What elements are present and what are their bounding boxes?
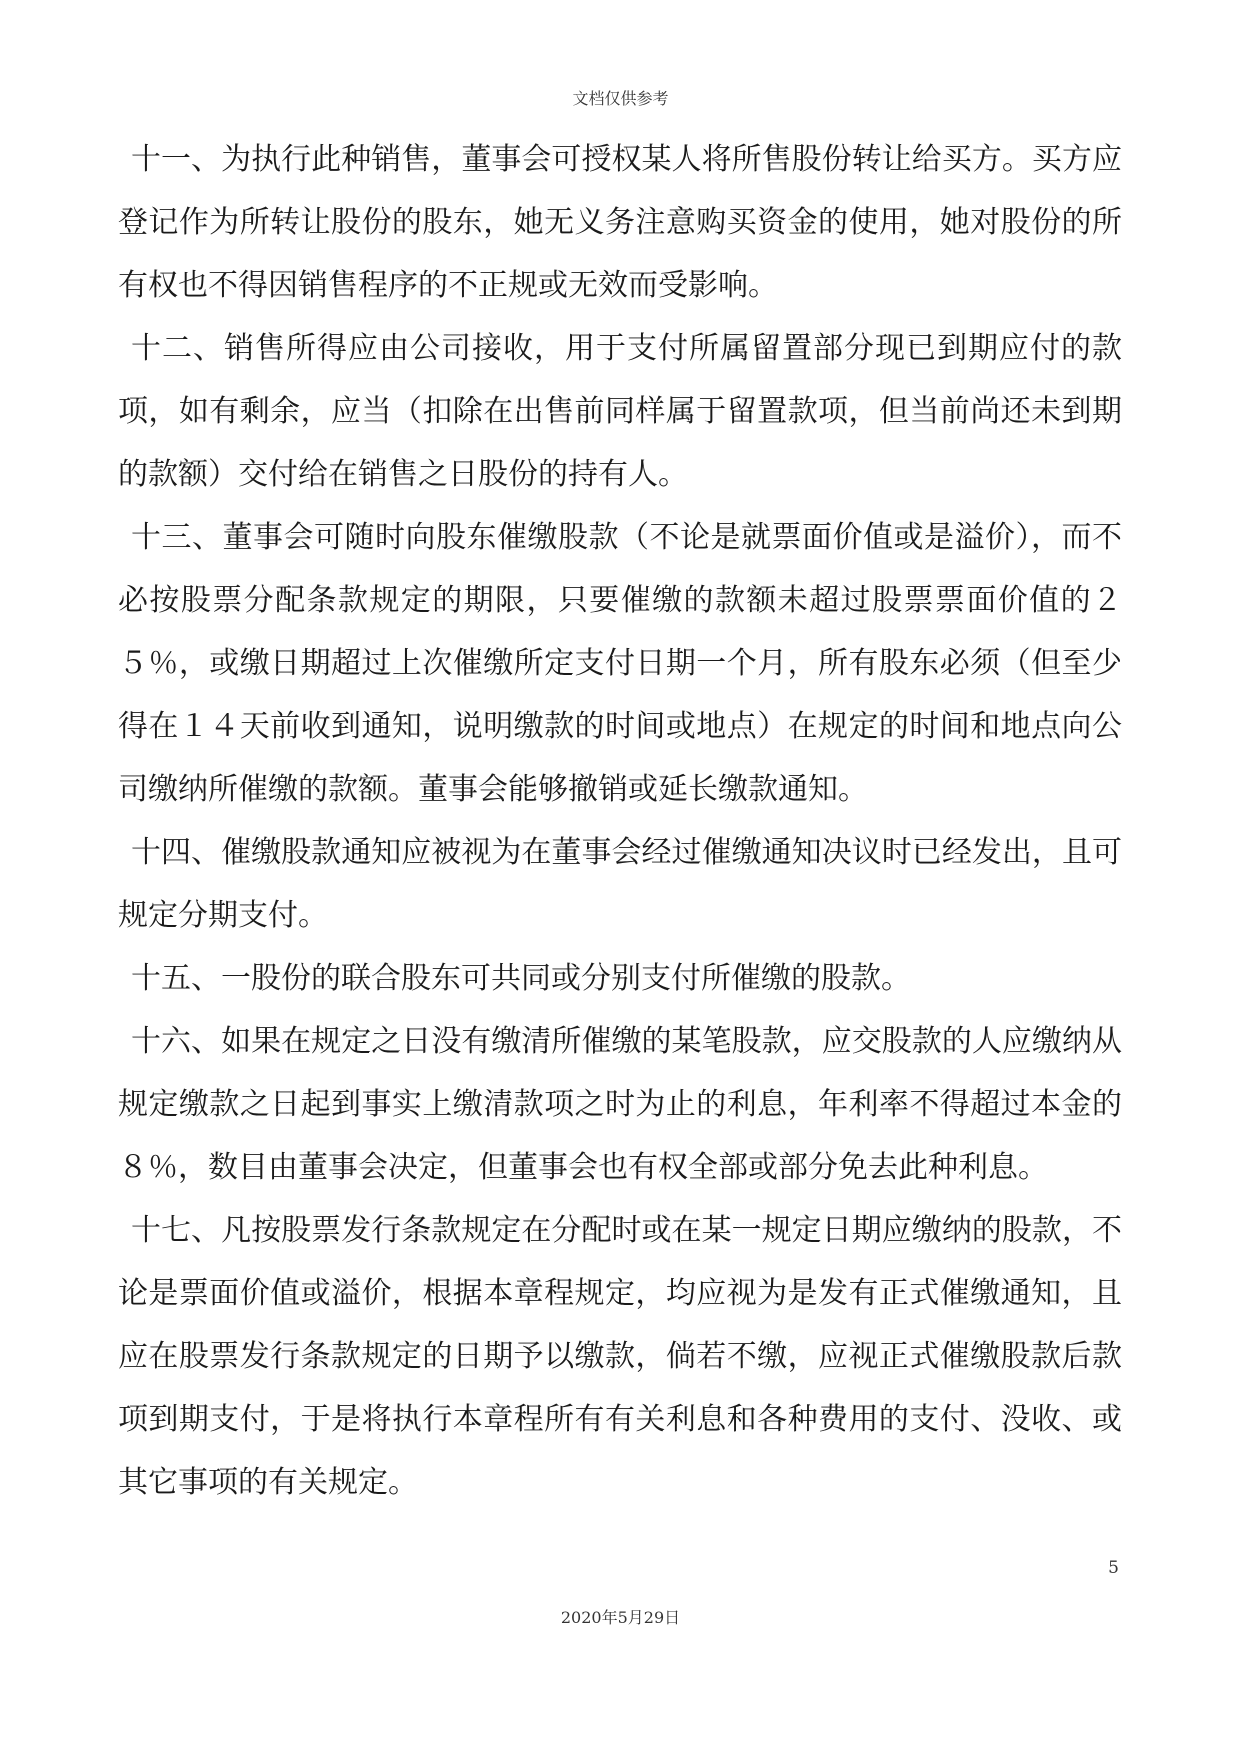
article-16: 十六、如果在规定之日没有缴清所催缴的某笔股款，应交股款的人应缴纳从规定缴款之日起到事实上缴清款项之时为止的利息，年利率不得超过本金的８％，数目由董事会决定，但董事会也有权全部或部分免去此种利息。 <box>118 1024 1122 1185</box>
article-14: 十四、催缴股款通知应被视为在董事会经过催缴通知决议时已经发出，且可规定分期支付。 <box>118 835 1122 933</box>
page-header: 文档仅供参考 <box>572 89 669 108</box>
page-number: 5 <box>1108 1558 1119 1578</box>
document-body <box>118 128 1122 1514</box>
article-12: 十二、销售所得应由公司接收，用于支付所属留置部分现已到期应付的款项，如有剩余，应当（扣除在出售前同样属于留置款项，但当前尚还未到期的款额）交付给在销售之日股份的持有人。 <box>118 331 1122 492</box>
article-13: 十三、董事会可随时向股东催缴股款（不论是就票面价值或是溢价），而不必按股票分配条款规定的期限，只要催缴的款额未超过股票票面价值的２５％，或缴日期超过上次催缴所定支付日期一个月，所有股东必须（但至少得在１４天前收到通知，说明缴款的时间或地点）在规定的时间和地点向公司缴纳所催缴的款额。董事会能够撤销或延长缴款通知。 <box>118 520 1122 807</box>
footer-date: 2020年5月29日 <box>560 1608 681 1627</box>
article-17: 十七、凡按股票发行条款规定在分配时或在某一规定日期应缴纳的股款，不论是票面价值或溢价，根据本章程规定，均应视为是发有正式催缴通知，且应在股票发行条款规定的日期予以缴款，倘若不缴，应视正式催缴股款后款项到期支付，于是将执行本章程所有有关利息和各种费用的支付、没收、或其它事项的有关规定。 <box>118 1213 1122 1500</box>
article-11: 十一、为执行此种销售，董事会可授权某人将所售股份转让给买方。买方应登记作为所转让股份的股东，她无义务注意购买资金的使用，她对股份的所有权也不得因销售程序的不正规或无效而受影响。 <box>118 142 1122 303</box>
article-15: 十五、一股份的联合股东可共同或分别支付所催缴的股款。 <box>131 961 911 996</box>
